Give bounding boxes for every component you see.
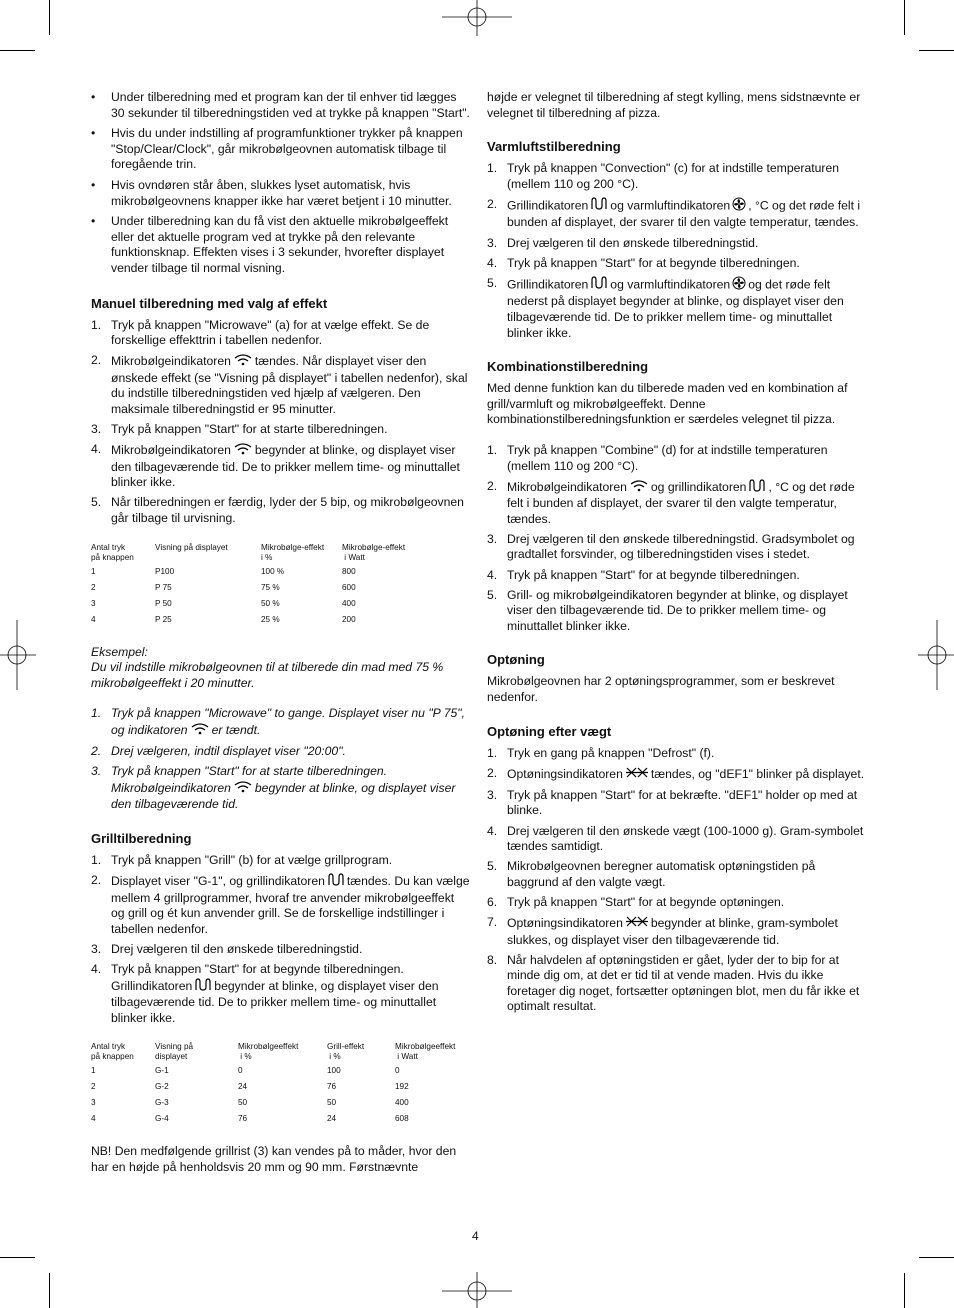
convection-indicator-icon — [732, 197, 746, 216]
list-item: 6. Tryk på knappen "Start" for at begynde optøningen. — [487, 894, 785, 909]
convection-steps — [487, 161, 867, 341]
grill-indicator-icon — [194, 978, 212, 996]
grill-indicator-icon — [327, 873, 345, 891]
convection-indicator-icon — [732, 276, 746, 295]
table-header: Visning på displayet — [155, 542, 228, 552]
power-table — [91, 543, 431, 631]
list-item: 2. Drej vælgeren, indtil displayet viser "20:00". — [91, 744, 346, 759]
grill-indicator-icon — [590, 276, 608, 294]
table-row: 2 G-2 24 76 192 — [91, 1082, 409, 1092]
list-item: • Under tilberedning med et program kan der til enhver tid lægges 30 sekunder til tilberedningstiden ved at trykke på knappen "Start". — [91, 90, 471, 121]
section-heading-defrost: Optøning — [487, 652, 545, 668]
list-item: 4. Tryk på knappen "Start" for at begynde tilberedningen. Grillindikatoren begynder at blinke, og displayet viser den tilbageværende tid. De to prikker mellem time- og minuttallet blinker ikke. — [91, 962, 439, 1025]
table-header: Mikrobølge-effekt i % — [261, 542, 325, 562]
list-item: 1. Tryk på knappen "Convection" (c) for at indstille temperaturen (mellem 110 og 200 °C). — [487, 161, 840, 191]
list-item: 4. Mikrobølgeindikatoren begynder at blinke, og displayet viser den tilbageværende tid. De to prikker mellem time- og minuttallet blinker ikke. — [91, 442, 460, 490]
combination-intro: Med denne funktion kan du tilberede maden ved en kombination af grill/varmluft og mikrobølgeeffekt. Denne kombinationstilberedningsfunktion er særdeles velegnet til pizza. — [487, 381, 848, 427]
list-item: 3. Tryk på knappen "Start" for at bekræfte. "dEF1" holder op med at blinke. — [487, 787, 858, 818]
table-row: 1 P100 100 % 800 — [91, 566, 356, 576]
list-item: 3. Drej vælgeren til den ønskede tilberedningstid. — [91, 941, 363, 956]
right-column — [487, 90, 867, 1020]
example-label: Eksempel: — [91, 644, 148, 659]
defrost-indicator-icon — [625, 766, 649, 784]
grill-steps — [91, 853, 471, 1026]
table-header: Antal tryk på knappen — [91, 1042, 134, 1062]
table-row: 4 G-4 76 24 608 — [91, 1114, 409, 1124]
list-item: 3. Drej vælgeren til den ønskede tilberedningstid. — [487, 235, 759, 250]
list-item: • Under tilberedning kan du få vist den aktuelle mikrobølgeeffekt eller det aktuelle program ved at trykke på den relevante funktionsknap. Effekten vises i 3 sekunder, hvorefter displayet vender tilbage til normal visning. — [91, 214, 471, 276]
table-header: Mikrobølgeeffekt i Watt — [395, 1042, 456, 1062]
list-item: 2. Mikrobølgeindikatoren tændes. Når displayet viser den ønskede effekt (se "Visning på displayet" i tabellen nedenfor), skal du indstille tilberedningstiden ved hjælp af vælgeren. Den maksimale tilberedningstid er 95 minutter. — [91, 353, 468, 416]
list-item: 1. Tryk en gang på knappen "Defrost" (f). — [487, 745, 715, 760]
list-item: 7. Optøningsindikatoren begynder at blinke, gram-symbolet slukkes, og displayet viser den tilbageværende tid. — [487, 914, 838, 947]
list-item: 4. Tryk på knappen "Start" for at begynde tilberedningen. — [487, 255, 800, 270]
table-row: 1 G-1 0 100 0 — [91, 1066, 400, 1076]
section-heading-defrost-weight: Optøning efter vægt — [487, 723, 612, 739]
list-item: 2. Mikrobølgeindikatoren og grillindikatoren , °C og det røde felt i bunden af displayet, der svarer til den valgte temperatur, tændes. — [487, 478, 855, 526]
defrost-text: Mikrobølgeovnen har 2 optøningsprogrammer, som er beskrevet nedenfor. — [487, 674, 835, 705]
registration-mark-top — [442, 0, 512, 36]
registration-mark-bottom — [442, 1272, 512, 1308]
list-item: • Hvis du under indstilling af programfunktioner trykker på knappen "Stop/Clear/Clock", går mikrobølgeovnen automatisk tilbage til foregående trin. — [91, 126, 471, 173]
example-steps — [91, 706, 471, 813]
list-item: 2. Grillindikatoren og varmluftindikatoren , °C og det røde felt i bunden af displayet, der svarer til den valgte temperatur, tændes. — [487, 196, 861, 230]
microwave-indicator-icon — [233, 353, 253, 371]
tips-list — [91, 90, 471, 277]
combination-steps — [487, 443, 867, 635]
microwave-indicator-icon — [233, 780, 253, 798]
table-header: Mikrobølge-effekt i Watt — [342, 542, 406, 562]
defrost-weight-steps — [487, 746, 867, 1015]
list-item: 3. Tryk på knappen "Start" for at starte tilberedningen. Mikrobølgeindikatoren begynder at blinke, og displayet viser den tilbageværende tid. — [91, 764, 456, 812]
microwave-indicator-icon — [190, 722, 210, 740]
section-heading-convection: Varmluftstilberedning — [487, 139, 621, 155]
page-number: 4 — [472, 1229, 479, 1243]
defrost-indicator-icon — [625, 915, 649, 933]
left-column — [91, 90, 471, 1176]
manual-steps — [91, 318, 471, 527]
table-header: Visning på displayet — [155, 1042, 194, 1062]
registration-mark-left — [0, 620, 36, 690]
table-row: 3 G-3 50 50 400 — [91, 1098, 409, 1108]
list-item: 4. Tryk på knappen "Start" for at begynde tilberedningen. — [487, 567, 800, 582]
list-item: 1. Tryk på knappen "Grill" (b) for at vælge grillprogram. — [91, 853, 393, 867]
list-item: 5. Mikrobølgeovnen beregner automatisk optøningstiden på baggrund af den valgte vægt. — [487, 859, 816, 889]
grill-table — [91, 1042, 463, 1130]
list-item: 5. Grillindikatoren og varmluftindikatoren og det røde felt nederst på displayet begynder at blinke, og displayet viser den tilbageværende tid. De to prikker mellem time- og minuttallet blinker ikke. — [487, 275, 844, 340]
microwave-indicator-icon — [233, 442, 253, 460]
microwave-indicator-icon — [629, 479, 649, 497]
list-item: 8. Når halvdelen af optøningstiden er gået, lyder der to bip for at minde dig om, at det er tid til at vende maden. Hvis du ikke foretager dig noget, fortsætter optøningen blot, men du får ikke et optimalt resultat. — [487, 952, 860, 1014]
section-heading-grill: Grilltilberedning — [91, 831, 192, 846]
list-item: 3. Tryk på knappen "Start" for at starte tilberedningen. — [91, 422, 388, 437]
list-item: 5. Når tilberedningen er færdig, lyder der 5 bip, og mikrobølgeovnen går tilbage til urvisning. — [91, 495, 464, 526]
list-item: 2. Displayet viser "G-1", og grillindikatoren tændes. Du kan vælge mellem 4 grillprogrammer, hvoraf tre anvender mikrobølgeeffekt og grill og ét kun anvender grill. Se de forskellige indstillinger i tabellen nedenfor. — [91, 873, 470, 936]
nb-note: NB! Den medfølgende grillrist (3) kan vendes på to måder, hvor den har en højde på henholdsvis 20 mm og 90 mm. Førstnævnte — [91, 1144, 457, 1175]
list-item: 4. Drej vælgeren til den ønskede vægt (100-1000 g). Gram-symbolet tændes samtidigt. — [487, 823, 864, 854]
list-item: 5. Grill- og mikrobølgeindikatoren begynder at blinke, og displayet viser den tilbageværende tid. De to prikker mellem time- og minuttallet blinker ikke. — [487, 587, 848, 633]
section-heading-combination: Kombinationstilberedning — [487, 359, 649, 375]
list-item: 3. Drej vælgeren til den ønskede tilberedningstid. Gradsymbolet og gradtallet forsvinder, og tilberedningstiden vises i stedet. — [487, 531, 855, 562]
table-row: 4 P 25 25 % 200 — [91, 614, 356, 624]
list-item: • Hvis ovndøren står åben, slukkes lyset automatisk, hvis mikrobølgeovnens knapper ikke har været betjent i 10 minutter. — [91, 178, 471, 209]
table-header: Mikrobølgeeffekt i % — [238, 1042, 299, 1062]
table-row: 3 P 50 50 % 400 — [91, 598, 356, 608]
table-row: 2 P 75 75 % 600 — [91, 582, 356, 592]
example-block — [91, 645, 471, 813]
grill-indicator-icon — [590, 197, 608, 215]
example-text: Du vil indstille mikrobølgeovnen til at tilberede din mad med 75 % mikrobølgeeffekt i 20 minutter. — [91, 660, 444, 690]
grill-indicator-icon — [748, 479, 766, 497]
list-item: 1. Tryk på knappen "Combine" (d) for at indstille temperaturen (mellem 110 og 200 °C). — [487, 442, 828, 473]
list-item: 2. Optøningsindikatoren tændes, og "dEF1" blinker på displayet. — [487, 766, 867, 784]
continued-text: højde er velegnet til tilberedning af stegt kylling, mens sidstnævnte er velegnet til tilberedning af pizza. — [487, 90, 861, 120]
table-header: Antal tryk på knappen — [91, 542, 134, 562]
list-item: 1. Tryk på knappen "Microwave" (a) for at vælge effekt. Se de forskellige effekttrin i tabellen nedenfor. — [91, 317, 430, 348]
table-header: Grill-effekt i % — [327, 1042, 365, 1062]
section-heading-manual: Manuel tilberedning med valg af effekt — [91, 295, 328, 311]
registration-mark-right — [918, 620, 954, 690]
list-item: 1. Tryk på knappen "Microwave" to gange. Displayet viser nu "P 75", og indikatoren er tændt. — [91, 706, 471, 739]
